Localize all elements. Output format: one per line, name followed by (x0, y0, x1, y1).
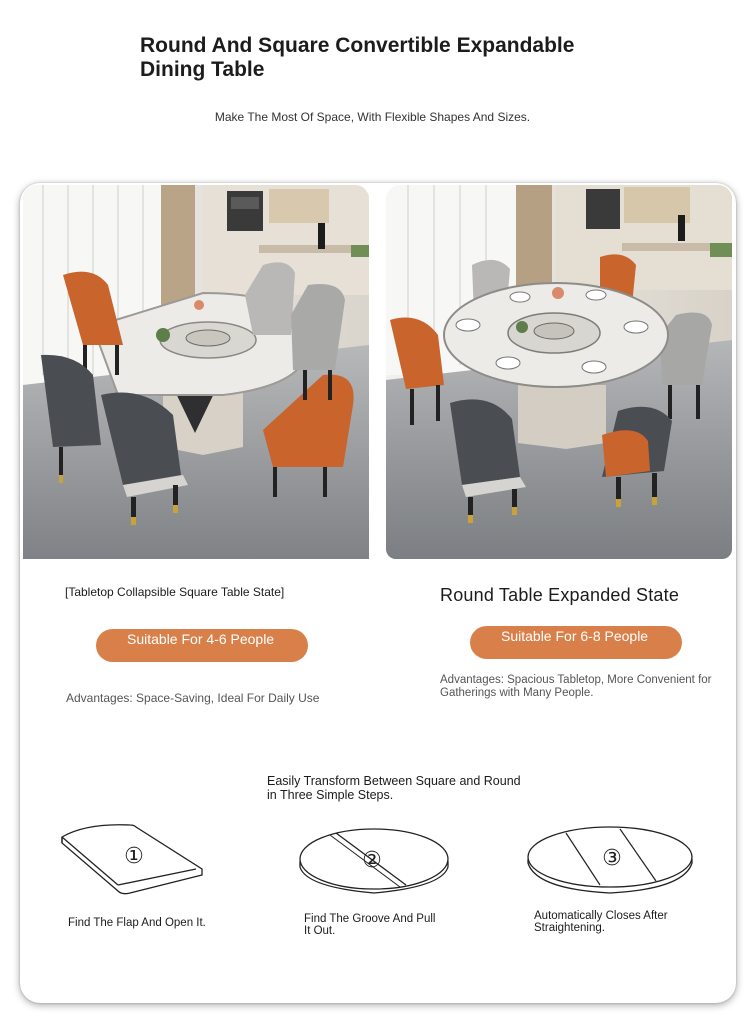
advantages-square: Advantages: Space-Saving, Ideal For Daily Use (66, 691, 320, 705)
page-subtitle: Make The Most Of Space, With Flexible Shapes And Sizes. (214, 110, 531, 124)
step-2-caption: Find The Groove And Pull It Out. (304, 913, 436, 937)
advantages-round: Advantages: Spacious Tabletop, More Convenient for Gatherings with Many People. (440, 674, 712, 699)
page-title: Round And Square Convertible Expandable Dining Table (140, 34, 575, 81)
step-3-caption: Automatically Closes After Straightening. (534, 910, 668, 934)
round-state-label: Round Table Expanded State (440, 585, 680, 605)
square-state-label: [Tabletop Collapsible Square Table State] (65, 585, 285, 599)
step-2-number: ② (362, 848, 382, 873)
steps-heading: Easily Transform Between Square and Round in Three Simple Steps. (267, 774, 521, 802)
step-1-caption: Find The Flap And Open It. (68, 917, 206, 929)
round-table-photo (386, 185, 732, 559)
product-card (20, 183, 736, 1003)
capacity-badge-square: Suitable For 4-6 People (96, 629, 308, 662)
capacity-badge-round: Suitable For 6-8 People (470, 626, 682, 659)
step-2-diagram (296, 821, 452, 899)
step-3-diagram (524, 821, 696, 897)
step-1-diagram (56, 821, 206, 899)
step-3-number: ③ (602, 846, 622, 871)
step-1-number: ① (124, 844, 144, 869)
square-table-photo (23, 185, 369, 559)
